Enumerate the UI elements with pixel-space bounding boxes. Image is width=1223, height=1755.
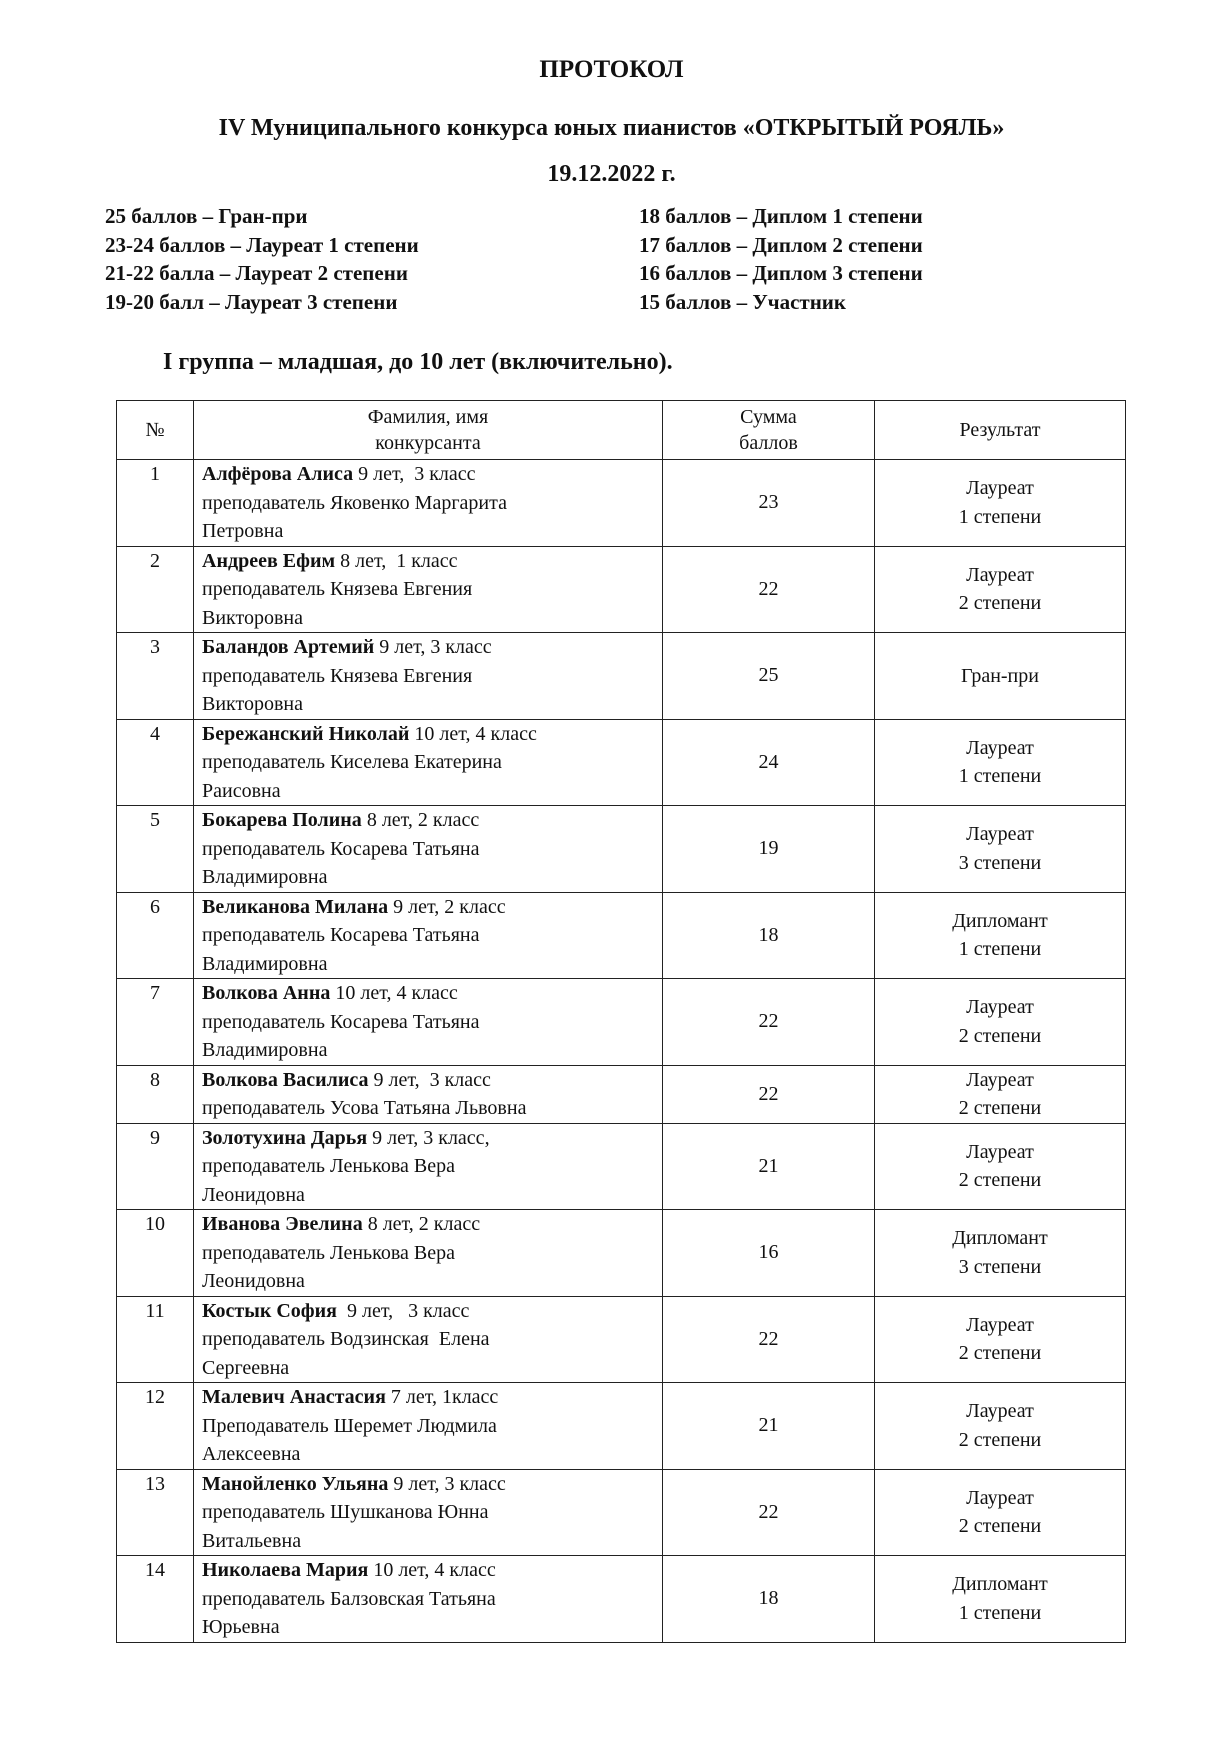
participant-headline	[202, 1124, 656, 1153]
result-line2: 2 степени	[958, 592, 1042, 615]
participant-headline	[202, 633, 656, 662]
header-name-line1: Фамилия, имя	[367, 406, 489, 428]
row-number: 1	[117, 460, 194, 547]
result-cell	[875, 1210, 1126, 1297]
participant-age-class: 9 лет, 3 класс	[353, 463, 476, 485]
participant-age-class: 9 лет, 2 класс	[388, 895, 506, 918]
score-cell: 18	[663, 1556, 875, 1643]
result-line1: Лауреат	[966, 823, 1034, 846]
participant-cell	[194, 1296, 663, 1383]
participant-name: Костык София	[202, 1299, 337, 1322]
result-line1: Дипломант	[952, 1227, 1048, 1250]
teacher-line-2: Леонидовна	[202, 1183, 305, 1206]
participant-headline	[202, 1470, 656, 1499]
result-line1: Лауреат	[966, 477, 1034, 500]
participant-name: Иванова Эвелина	[202, 1213, 363, 1235]
table-row	[117, 1469, 1126, 1556]
result-line2: 2 степени	[958, 1024, 1042, 1047]
teacher-line: преподаватель Ленькова Вера	[202, 1155, 455, 1177]
result-line2: 3 степени	[958, 1255, 1042, 1278]
participant-name: Баландов Артемий	[202, 636, 375, 658]
participant-cell	[194, 1210, 663, 1297]
result-line2: 3 степени	[958, 851, 1042, 874]
result-cell	[875, 633, 1126, 720]
participant-cell	[194, 1383, 663, 1470]
participant-cell	[194, 892, 663, 979]
result-line2: 2 степени	[958, 1515, 1042, 1538]
result-line1: Лауреат	[966, 1313, 1034, 1336]
teacher-line: преподаватель Косарева Татьяна	[202, 924, 480, 946]
teacher-line-2: Раисовна	[202, 779, 281, 802]
score-cell: 16	[663, 1210, 875, 1297]
teacher-line: Преподаватель Шеремет Людмила	[202, 1414, 497, 1437]
row-number: 5	[117, 806, 194, 893]
score-cell: 23	[663, 460, 875, 547]
participant-name: Волкова Василиса	[202, 1068, 369, 1091]
participant-cell	[194, 719, 663, 806]
row-number: 3	[117, 633, 194, 720]
teacher-line: преподаватель Балзовская Татьяна	[202, 1587, 496, 1610]
result-cell	[875, 806, 1126, 893]
result-line2: 2 степени	[958, 1097, 1042, 1119]
table-row	[117, 1123, 1126, 1210]
participant-age-class: 10 лет, 4 класс	[409, 722, 537, 745]
participant-headline	[202, 1297, 656, 1326]
participant-age-class: 10 лет, 4 класс	[330, 982, 458, 1004]
participant-cell	[194, 1556, 663, 1643]
result-line2: 1 степени	[958, 505, 1042, 528]
teacher-line-2: Юрьевна	[202, 1616, 280, 1638]
participant-cell	[194, 979, 663, 1066]
header-score-line2: баллов	[739, 432, 798, 454]
scale-item: 21-22 балла – Лауреат 2 степени	[105, 261, 408, 285]
result-cell	[875, 892, 1126, 979]
participant-name: Малевич Анастасия	[202, 1386, 386, 1408]
teacher-line-2: Владимировна	[202, 866, 328, 888]
scale-item: 25 баллов – Гран-при	[105, 204, 308, 228]
result-line1: Лауреат	[966, 736, 1034, 759]
participant-cell	[194, 1065, 663, 1123]
result-line1: Лауреат	[966, 563, 1034, 586]
participant-headline	[202, 893, 656, 922]
participant-age-class: 9 лет, 3 класс	[336, 1299, 470, 1322]
participant-name: Бережанский Николай	[202, 722, 410, 745]
teacher-line-2: Сергеевна	[202, 1356, 290, 1379]
row-number: 8	[117, 1065, 194, 1123]
result-line2: 2 степени	[958, 1342, 1042, 1365]
teacher-line-2: Витальевна	[202, 1529, 302, 1552]
table-row	[117, 892, 1126, 979]
table-row	[117, 1556, 1126, 1643]
result-line2: 2 степени	[958, 1428, 1042, 1451]
score-scale-right	[639, 202, 923, 316]
teacher-line-2: Викторовна	[202, 693, 303, 715]
score-cell: 18	[663, 892, 875, 979]
result-line1: Дипломант	[952, 1573, 1048, 1596]
table-row	[117, 979, 1126, 1066]
teacher-line: преподаватель Усова Татьяна Львовна	[202, 1097, 527, 1119]
participant-age-class: 9 лет, 3 класс	[388, 1472, 506, 1495]
participant-cell	[194, 1469, 663, 1556]
score-cell: 24	[663, 719, 875, 806]
scale-item: 23-24 баллов – Лауреат 1 степени	[105, 232, 419, 257]
result-cell	[875, 1556, 1126, 1643]
result-line2: 1 степени	[958, 765, 1042, 788]
result-cell	[875, 1296, 1126, 1383]
result-cell	[875, 979, 1126, 1066]
result-cell	[875, 546, 1126, 633]
participant-name: Золотухина Дарья	[202, 1126, 368, 1149]
row-number: 11	[117, 1296, 194, 1383]
teacher-line: преподаватель Князева Евгения	[202, 578, 473, 600]
participant-age-class: 8 лет, 2 класс	[361, 809, 480, 831]
result-cell	[875, 1383, 1126, 1470]
participant-cell	[194, 633, 663, 720]
teacher-line-2: Леонидовна	[202, 1270, 305, 1292]
result-line1: Лауреат	[966, 1486, 1034, 1509]
score-cell: 22	[663, 1065, 875, 1123]
result-line1: Лауреат	[966, 1140, 1034, 1163]
teacher-line: преподаватель Косарева Татьяна	[202, 1010, 480, 1033]
scale-item: 17 баллов – Диплом 2 степени	[639, 232, 923, 257]
table-row	[117, 633, 1126, 720]
row-number: 4	[117, 719, 194, 806]
table-row	[117, 1210, 1126, 1297]
teacher-line-2: Владимировна	[202, 952, 328, 975]
row-number: 7	[117, 979, 194, 1066]
teacher-line-2: Петровна	[202, 520, 284, 542]
row-number: 12	[117, 1383, 194, 1470]
score-cell: 22	[663, 979, 875, 1066]
scale-item: 18 баллов – Диплом 1 степени	[639, 204, 923, 228]
result-cell	[875, 1123, 1126, 1210]
participant-cell	[194, 546, 663, 633]
table-row	[117, 1383, 1126, 1470]
scale-item: 16 баллов – Диплом 3 степени	[639, 261, 923, 285]
teacher-line: преподаватель Князева Евгения	[202, 664, 473, 687]
participant-headline	[202, 720, 656, 749]
participant-name: Волкова Анна	[202, 982, 331, 1004]
result-cell	[875, 719, 1126, 806]
participant-headline	[202, 1066, 656, 1095]
score-cell: 21	[663, 1383, 875, 1470]
participant-headline	[202, 547, 656, 576]
row-number: 6	[117, 892, 194, 979]
participant-age-class: 9 лет, 3 класс	[374, 636, 492, 658]
teacher-line: преподаватель Водзинская Елена	[202, 1328, 490, 1350]
row-number: 10	[117, 1210, 194, 1297]
teacher-line-2: Владимировна	[202, 1039, 328, 1061]
participant-headline	[202, 979, 656, 1008]
participant-name: Бокарева Полина	[202, 809, 362, 831]
row-number: 14	[117, 1556, 194, 1643]
score-scale-left	[105, 202, 419, 316]
document-title: ПРОТОКОЛ	[539, 56, 684, 83]
score-cell: 22	[663, 1469, 875, 1556]
result-line1: Дипломант	[952, 909, 1048, 932]
header-name	[194, 401, 663, 460]
row-number: 13	[117, 1469, 194, 1556]
participant-cell	[194, 1123, 663, 1210]
participant-headline	[202, 460, 656, 489]
participant-headline	[202, 1383, 656, 1412]
table-row	[117, 806, 1126, 893]
teacher-line-2: Алексеевна	[202, 1443, 301, 1465]
table-row	[117, 1296, 1126, 1383]
participant-name: Андреев Ефим	[202, 549, 336, 572]
scale-item: 15 баллов – Участник	[639, 289, 847, 314]
participant-headline	[202, 1556, 656, 1585]
results-table	[116, 400, 1126, 1643]
group-title: I группа – младшая, до 10 лет (включительно).	[163, 349, 673, 375]
result-line2: 1 степени	[958, 1601, 1042, 1624]
header-number: №	[117, 401, 194, 460]
score-cell: 25	[663, 633, 875, 720]
table-row	[117, 1065, 1126, 1123]
table-row	[117, 546, 1126, 633]
contest-name: IV Муниципального конкурса юных пианистов «ОТКРЫТЫЙ РОЯЛЬ»	[218, 115, 1005, 141]
teacher-line-2: Викторовна	[202, 606, 303, 629]
table-header-row	[117, 401, 1126, 460]
protocol-date: 19.12.2022 г.	[547, 161, 676, 187]
participant-name: Алфёрова Алиса	[202, 463, 354, 485]
participant-cell	[194, 460, 663, 547]
score-cell: 22	[663, 546, 875, 633]
result-cell	[875, 1065, 1126, 1123]
participant-name: Николаева Мария	[202, 1559, 369, 1581]
participant-age-class: 10 лет, 4 класс	[368, 1559, 496, 1581]
result-line1: Лауреат	[966, 996, 1034, 1019]
teacher-line: преподаватель Косарева Татьяна	[202, 837, 480, 860]
result-line1: Лауреат	[966, 1068, 1034, 1091]
row-number: 9	[117, 1123, 194, 1210]
header-name-line2: конкурсанта	[375, 432, 481, 454]
participant-name: Манойленко Ульяна	[202, 1472, 389, 1495]
participant-name: Великанова Милана	[202, 895, 389, 918]
teacher-line: преподаватель Киселева Екатерина	[202, 751, 502, 773]
header-score-line1: Сумма	[740, 406, 797, 428]
participant-age-class: 9 лет, 3 класс	[368, 1068, 491, 1091]
participant-age-class: 7 лет, 1класс	[385, 1386, 499, 1408]
result-line2: 1 степени	[958, 938, 1042, 961]
result-line1: Лауреат	[966, 1400, 1034, 1423]
result-cell	[875, 1469, 1126, 1556]
teacher-line: преподаватель Яковенко Маргарита	[202, 491, 507, 514]
participant-age-class: 9 лет, 3 класс,	[367, 1126, 490, 1149]
participant-age-class: 8 лет, 2 класс	[362, 1213, 481, 1235]
score-cell: 22	[663, 1296, 875, 1383]
table-row	[117, 719, 1126, 806]
scale-item: 19-20 балл – Лауреат 3 степени	[105, 289, 398, 314]
header-result: Результат	[875, 401, 1126, 460]
score-cell: 21	[663, 1123, 875, 1210]
teacher-line: преподаватель Шушканова Юнна	[202, 1501, 489, 1523]
row-number: 2	[117, 546, 194, 633]
result-cell	[875, 460, 1126, 547]
result-line1: Гран-при	[961, 664, 1039, 687]
participant-headline	[202, 806, 656, 835]
header-score	[663, 401, 875, 460]
participant-age-class: 8 лет, 1 класс	[335, 549, 458, 572]
participant-headline	[202, 1210, 656, 1239]
participant-cell	[194, 806, 663, 893]
teacher-line: преподаватель Ленькова Вера	[202, 1241, 455, 1264]
score-cell: 19	[663, 806, 875, 893]
table-row	[117, 460, 1126, 547]
result-line2: 2 степени	[958, 1169, 1042, 1192]
